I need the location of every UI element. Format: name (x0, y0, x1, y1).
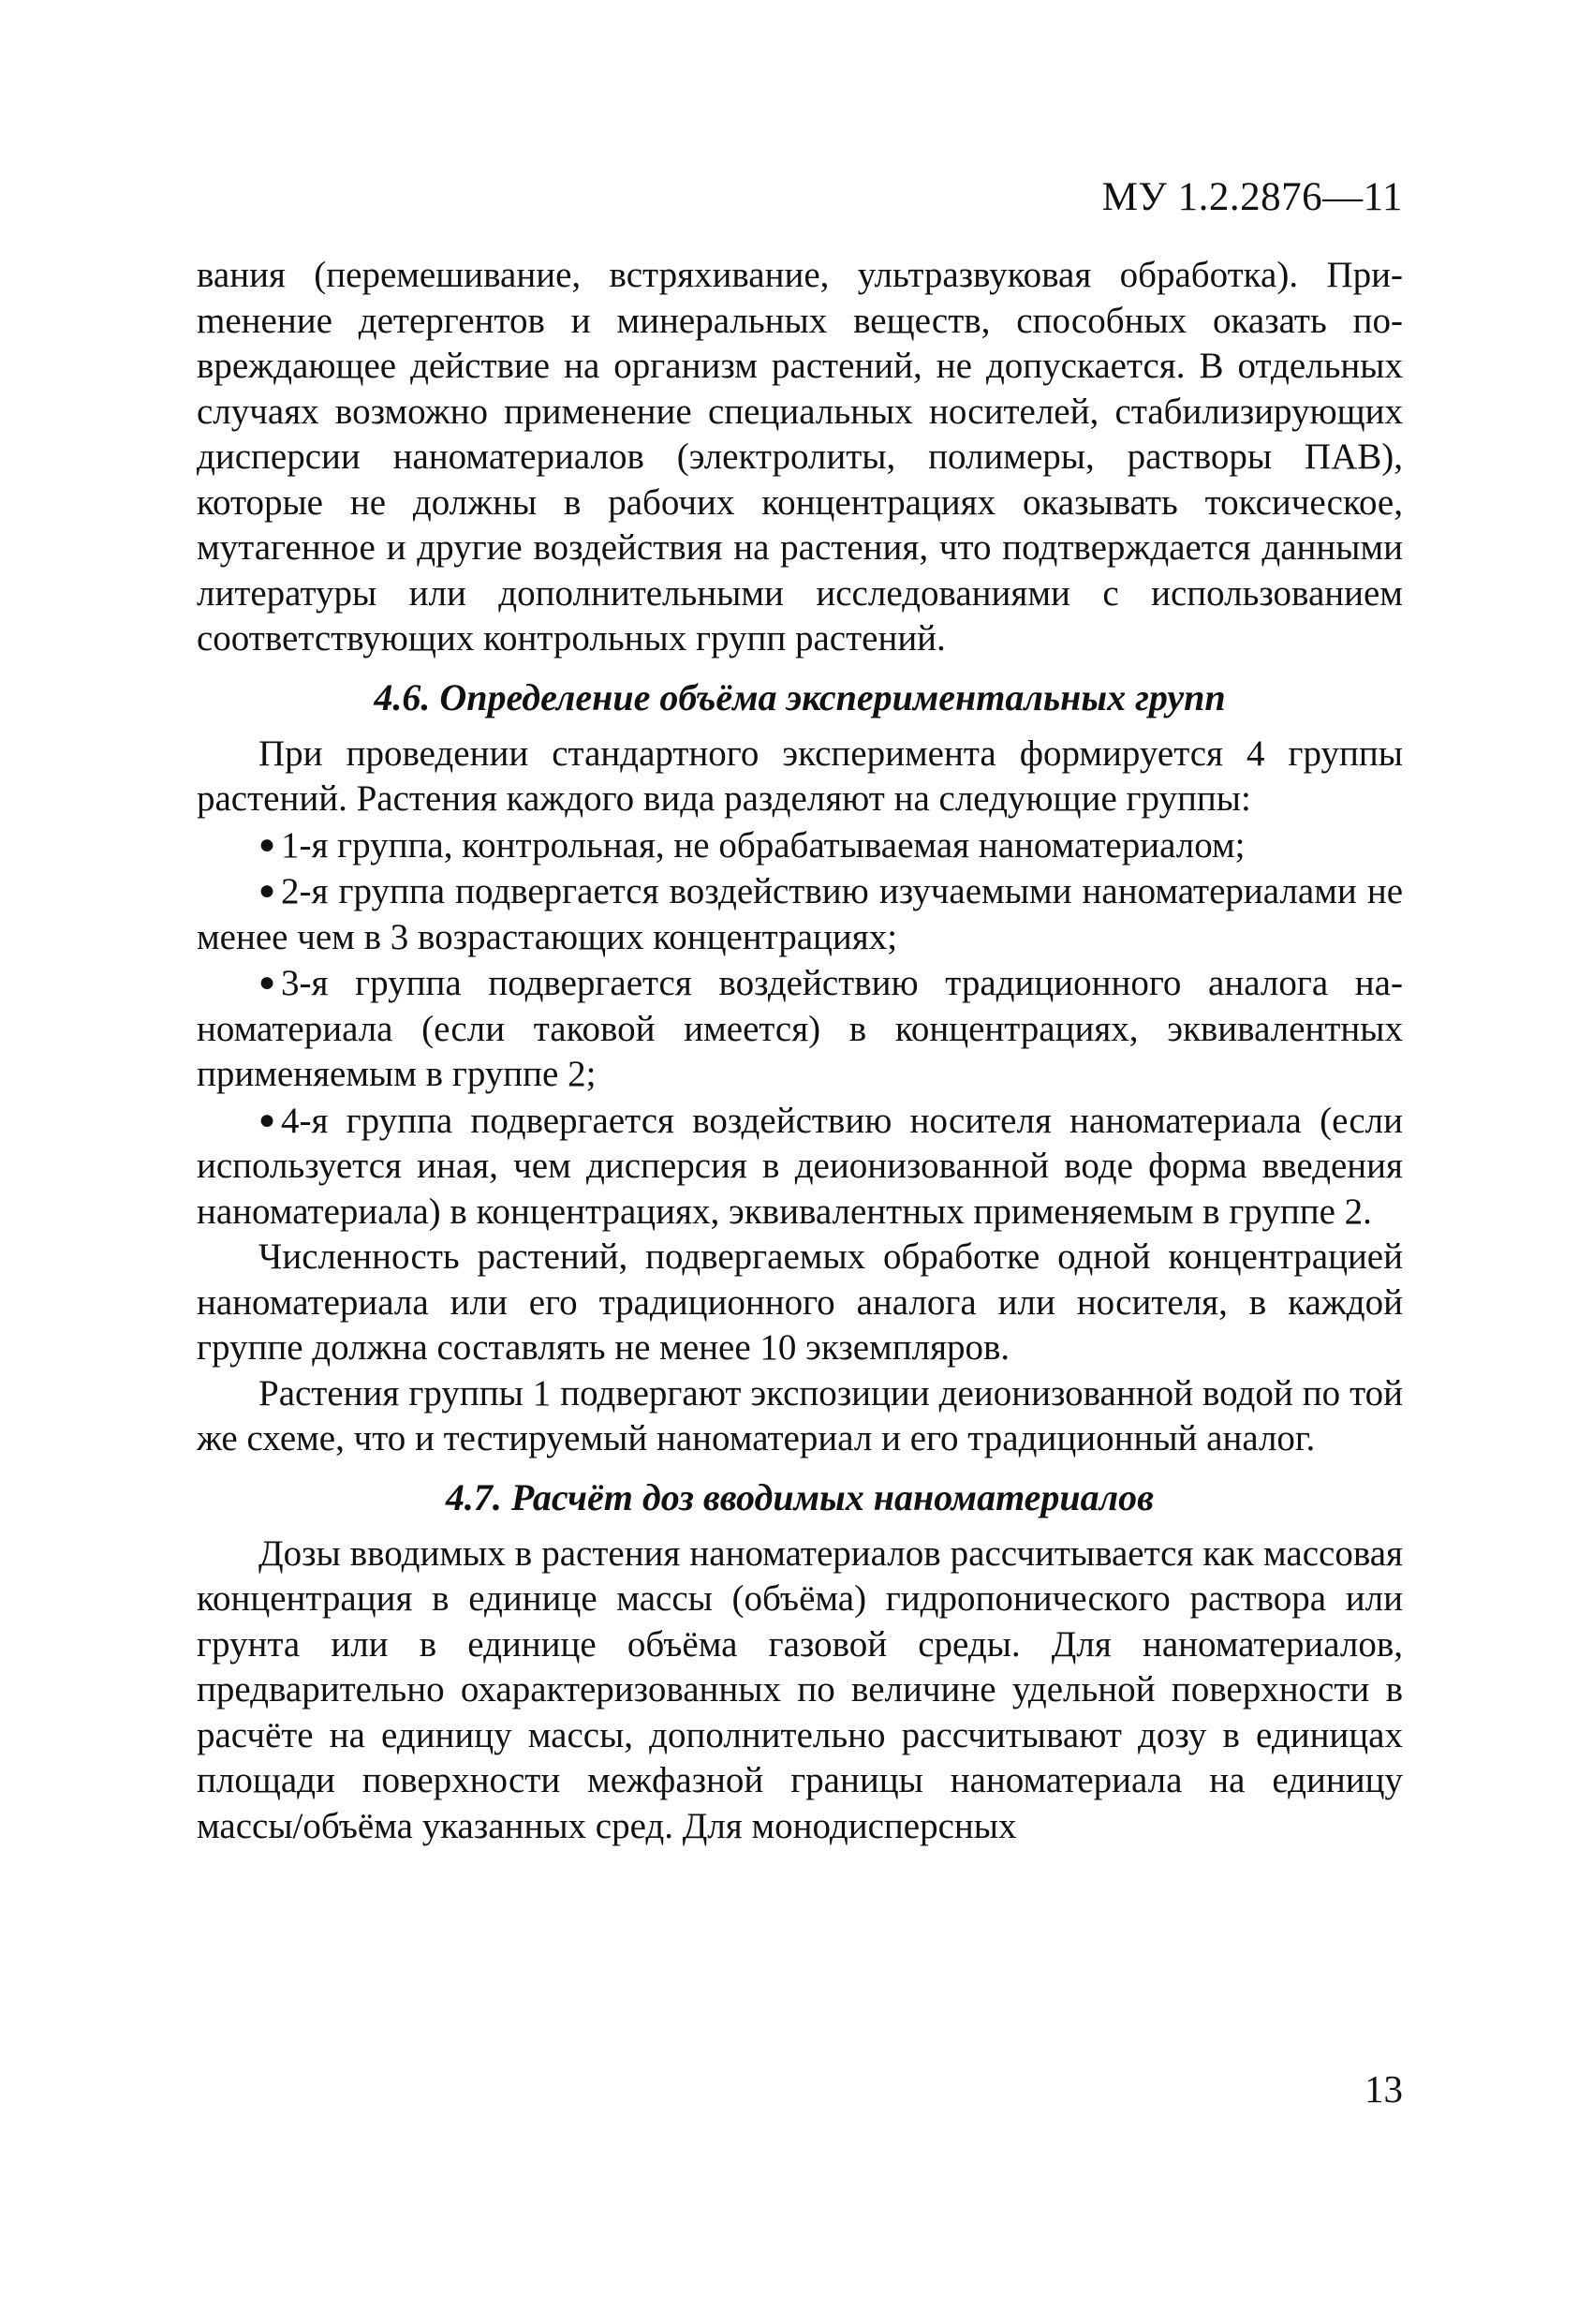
groups-list (197, 822, 1403, 1236)
section-heading-4-7: 4.7. Расчёт доз вводимых наноматериалов (445, 1475, 1155, 1518)
section-4-6-paragraph-1: При проведении стандартного эксперимента формируется 4 группы растений. Растения каждого вида разделяют на следующие группы: (197, 733, 1403, 819)
list-item-text: 3-я группа подвергается воздействию традиционного аналога наноматериала (если таковой имеется) в концентрациях, эквивалентных применяемым в группе 2; (197, 963, 1403, 1094)
list-item-text: 2-я группа подвергается воздействию изучаемыми наноматериалами не менее чем в 3 возрастающих концентрациях; (197, 871, 1403, 957)
list-item (197, 960, 1403, 1098)
document-code: МУ 1.2.2876—11 (1101, 175, 1403, 219)
bullet-icon: ● (258, 967, 276, 998)
section-4-7-paragraph-1: Дозы вводимых в растения наноматериалов рассчитывается как массовая концентрация в единице массы (объёма) гидропонического раствора или грунта или в единице объёма газовой среды. Для наноматериалов, предварительно охарактеризованных по величине удельной поверхности в расчёте на единицу массы, дополнительно рассчитывают дозу в единицах площади поверхности межфазной границы наноматeриала на единицу массы/объёма указанных сред. Для монодисперсных (197, 1532, 1403, 1846)
list-item (197, 868, 1403, 960)
intro-paragraph: вания (перемешивание, встряхивание, ультразвуковая обработка). Приmенение детергентов и минеральных веществ, способных оказать повреждающее действие на организм растений, не допускается. В отдельных случаях возможно применение специальных носителей, стабилизирующих дисперсии наноматериалов (электролиты, полимеры, растворы ПАВ), которые не должны в рабочих концентрациях оказывать токсическое, мутагенное и другие воздействия на растения, что подтверждается данными литературы или дополнительными исследованиями с использованием соответствующих контрольных групп растений. (197, 255, 1403, 659)
list-item (197, 1098, 1403, 1236)
bullet-icon: ● (258, 1103, 276, 1135)
bullet-icon: ● (258, 875, 276, 906)
page-body (197, 253, 1403, 1849)
page-number: 13 (1364, 2067, 1403, 2110)
list-item (197, 822, 1403, 869)
section-4-6-paragraph-3: Растения группы 1 подвергают экспозиции деионизованной водой по той же схеме, что и тестируемый наноматериал и его традиционный аналог. (197, 1372, 1403, 1458)
section-4-6-paragraph-2: Численность растений, подвергаемых обработке одной концентрацией наноматериала или его традиционного аналога или носителя, в каждой группе должна составлять не менее 10 экземпляров. (197, 1236, 1403, 1368)
list-item-text: 4-я группа подвергается воздействию носителя наноматериала (если используется иная, чем дисперсия в деионизованной воде форма введения наноматериала) в концентрациях, эквивалентных применяемым в группе 2. (197, 1100, 1403, 1232)
bullet-icon: ● (258, 828, 276, 860)
section-heading-4-6: 4.6. Определение объёма экспериментальных групп (374, 675, 1226, 718)
list-item-text: 1-я группа, контрольная, не обрабатываемая наноматериалом; (281, 824, 1246, 866)
